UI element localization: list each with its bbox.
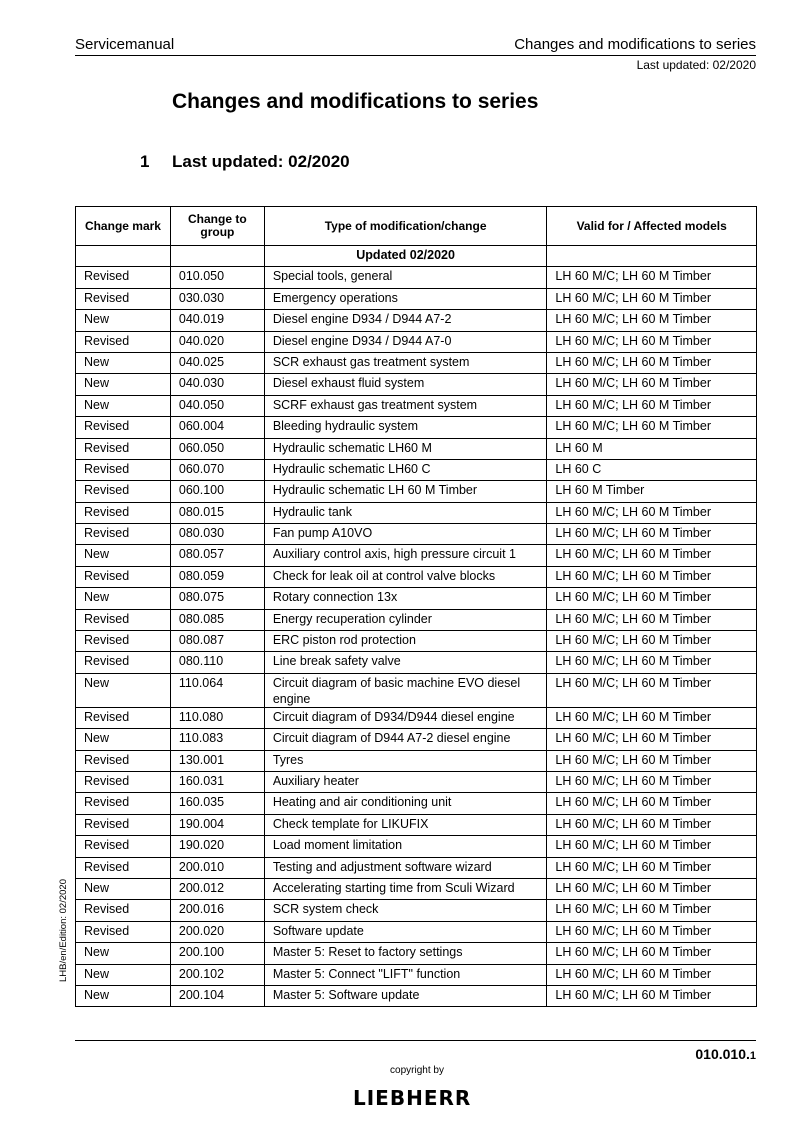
change-mark-cell: Revised — [76, 771, 171, 792]
modification-type-cell: Diesel engine D934 / D944 A7-2 — [264, 310, 547, 331]
change-mark-cell: Revised — [76, 707, 171, 728]
change-mark-cell: Revised — [76, 609, 171, 630]
change-group-cell: 080.057 — [170, 545, 264, 566]
change-group-cell: 200.102 — [170, 964, 264, 985]
change-mark-cell: Revised — [76, 921, 171, 942]
modification-type-cell: Hydraulic schematic LH 60 M Timber — [264, 481, 547, 502]
change-group-cell: 040.030 — [170, 374, 264, 395]
table-row — [76, 438, 757, 459]
table-row — [76, 502, 757, 523]
change-group-cell: 110.080 — [170, 707, 264, 728]
change-mark-cell: Revised — [76, 331, 171, 352]
valid-models-cell: LH 60 M — [547, 438, 757, 459]
change-group-cell: 200.104 — [170, 985, 264, 1006]
modification-type-cell: Line break safety valve — [264, 652, 547, 673]
change-mark-cell: New — [76, 374, 171, 395]
change-mark-cell: Revised — [76, 793, 171, 814]
modification-type-cell: SCR exhaust gas treatment system — [264, 352, 547, 373]
change-group-cell: 080.087 — [170, 631, 264, 652]
valid-models-cell: LH 60 M/C; LH 60 M Timber — [547, 729, 757, 750]
modification-type-cell: Special tools, general — [264, 267, 547, 288]
change-mark-cell: Revised — [76, 750, 171, 771]
change-group-cell: 010.050 — [170, 267, 264, 288]
table-row — [76, 631, 757, 652]
table-row — [76, 310, 757, 331]
change-mark-cell: Revised — [76, 524, 171, 545]
table-row — [76, 900, 757, 921]
table-row — [76, 729, 757, 750]
change-group-cell: 080.059 — [170, 566, 264, 587]
change-mark-cell: New — [76, 588, 171, 609]
modification-type-cell: Accelerating starting time from Sculi Wizard — [264, 878, 547, 899]
table-row — [76, 352, 757, 373]
change-mark-cell: Revised — [76, 459, 171, 480]
change-group-cell: 190.020 — [170, 836, 264, 857]
valid-models-cell: LH 60 M/C; LH 60 M Timber — [547, 878, 757, 899]
change-mark-cell: New — [76, 352, 171, 373]
modification-type-cell: Check for leak oil at control valve blocks — [264, 566, 547, 587]
change-mark-cell: Revised — [76, 267, 171, 288]
change-group-cell: 200.100 — [170, 943, 264, 964]
table-row — [76, 707, 757, 728]
valid-models-cell: LH 60 M/C; LH 60 M Timber — [547, 673, 757, 707]
modification-type-cell: Master 5: Software update — [264, 985, 547, 1006]
valid-models-cell: LH 60 M/C; LH 60 M Timber — [547, 374, 757, 395]
modification-type-cell: Energy recuperation cylinder — [264, 609, 547, 630]
change-mark-cell: New — [76, 673, 171, 707]
header-manual-label: Servicemanual — [75, 36, 175, 53]
change-mark-cell: New — [76, 395, 171, 416]
modification-type-cell: Software update — [264, 921, 547, 942]
table-row — [76, 652, 757, 673]
table-header-row — [76, 207, 757, 246]
change-mark-cell: Revised — [76, 438, 171, 459]
change-group-cell: 200.016 — [170, 900, 264, 921]
table-row — [76, 481, 757, 502]
change-mark-cell: Revised — [76, 836, 171, 857]
modification-type-cell: Tyres — [264, 750, 547, 771]
change-mark-cell: Revised — [76, 631, 171, 652]
header-valid-models: Valid for / Affected models — [547, 207, 757, 246]
empty-cell — [170, 246, 264, 267]
modification-type-cell: SCR system check — [264, 900, 547, 921]
change-group-cell: 060.050 — [170, 438, 264, 459]
table-row — [76, 673, 757, 707]
change-group-cell: 030.030 — [170, 288, 264, 309]
change-mark-cell: Revised — [76, 900, 171, 921]
header-chapter-label: Changes and modifications to series — [514, 36, 756, 53]
modification-type-cell: Master 5: Connect "LIFT" function — [264, 964, 547, 985]
modification-type-cell: Bleeding hydraulic system — [264, 417, 547, 438]
modification-type-cell: Rotary connection 13x — [264, 588, 547, 609]
valid-models-cell: LH 60 M/C; LH 60 M Timber — [547, 310, 757, 331]
change-group-cell: 200.012 — [170, 878, 264, 899]
change-group-cell: 060.100 — [170, 481, 264, 502]
table-row — [76, 331, 757, 352]
table-row — [76, 878, 757, 899]
change-mark-cell: New — [76, 964, 171, 985]
modification-type-cell: Diesel exhaust fluid system — [264, 374, 547, 395]
header-modification-type: Type of modification/change — [264, 207, 547, 246]
valid-models-cell: LH 60 M/C; LH 60 M Timber — [547, 588, 757, 609]
modification-type-cell: Hydraulic tank — [264, 502, 547, 523]
modification-type-cell: ERC piston rod protection — [264, 631, 547, 652]
updated-label: Updated 02/2020 — [264, 246, 547, 267]
change-mark-cell: Revised — [76, 857, 171, 878]
modification-type-cell: Circuit diagram of D944 A7-2 diesel engine — [264, 729, 547, 750]
valid-models-cell: LH 60 M/C; LH 60 M Timber — [547, 857, 757, 878]
changes-table — [75, 206, 757, 1007]
change-group-cell: 110.064 — [170, 673, 264, 707]
valid-models-cell: LH 60 M/C; LH 60 M Timber — [547, 921, 757, 942]
table-row — [76, 750, 757, 771]
page-title: Changes and modifications to series — [172, 90, 539, 113]
modification-type-cell: Load moment limitation — [264, 836, 547, 857]
change-mark-cell: Revised — [76, 814, 171, 835]
table-row — [76, 566, 757, 587]
section-number: 1 — [140, 152, 150, 171]
copyright-text: copyright by — [390, 1065, 444, 1076]
table-row — [76, 921, 757, 942]
modification-type-cell: Circuit diagram of D934/D944 diesel engine — [264, 707, 547, 728]
change-group-cell: 200.010 — [170, 857, 264, 878]
modification-type-cell: Circuit diagram of basic machine EVO diesel engine — [264, 673, 547, 707]
header-change-group: Change to group — [170, 207, 264, 246]
modification-type-cell: Master 5: Reset to factory settings — [264, 943, 547, 964]
table-row — [76, 793, 757, 814]
change-group-cell: 060.004 — [170, 417, 264, 438]
change-group-cell: 130.001 — [170, 750, 264, 771]
valid-models-cell: LH 60 M/C; LH 60 M Timber — [547, 609, 757, 630]
valid-models-cell: LH 60 M/C; LH 60 M Timber — [547, 900, 757, 921]
header-change-mark: Change mark — [76, 207, 171, 246]
valid-models-cell: LH 60 M/C; LH 60 M Timber — [547, 943, 757, 964]
valid-models-cell: LH 60 M/C; LH 60 M Timber — [547, 707, 757, 728]
empty-cell — [76, 246, 171, 267]
valid-models-cell: LH 60 M/C; LH 60 M Timber — [547, 288, 757, 309]
change-mark-cell: Revised — [76, 417, 171, 438]
change-group-cell: 080.030 — [170, 524, 264, 545]
modification-type-cell: Auxiliary control axis, high pressure circuit 1 — [264, 545, 547, 566]
updated-row — [76, 246, 757, 267]
section-title: Last updated: 02/2020 — [172, 152, 350, 171]
change-group-cell: 040.019 — [170, 310, 264, 331]
valid-models-cell: LH 60 M/C; LH 60 M Timber — [547, 750, 757, 771]
valid-models-cell: LH 60 M/C; LH 60 M Timber — [547, 331, 757, 352]
page-number-main: 010.010. — [695, 1046, 750, 1062]
change-group-cell: 080.075 — [170, 588, 264, 609]
valid-models-cell: LH 60 M/C; LH 60 M Timber — [547, 417, 757, 438]
table-row — [76, 964, 757, 985]
modification-type-cell: Heating and air conditioning unit — [264, 793, 547, 814]
table-row — [76, 417, 757, 438]
table-row — [76, 395, 757, 416]
modification-type-cell: Check template for LIKUFIX — [264, 814, 547, 835]
valid-models-cell: LH 60 M/C; LH 60 M Timber — [547, 836, 757, 857]
valid-models-cell: LH 60 M/C; LH 60 M Timber — [547, 793, 757, 814]
change-group-cell: 040.020 — [170, 331, 264, 352]
table-row — [76, 374, 757, 395]
valid-models-cell: LH 60 M Timber — [547, 481, 757, 502]
table-row — [76, 524, 757, 545]
header-last-updated: Last updated: 02/2020 — [636, 58, 756, 72]
valid-models-cell: LH 60 M/C; LH 60 M Timber — [547, 566, 757, 587]
valid-models-cell: LH 60 M/C; LH 60 M Timber — [547, 771, 757, 792]
liebherr-logo: LIEBHERR — [353, 1086, 472, 1110]
modification-type-cell: Emergency operations — [264, 288, 547, 309]
change-group-cell: 190.004 — [170, 814, 264, 835]
table-row — [76, 985, 757, 1006]
valid-models-cell: LH 60 M/C; LH 60 M Timber — [547, 545, 757, 566]
valid-models-cell: LH 60 M/C; LH 60 M Timber — [547, 395, 757, 416]
change-mark-cell: New — [76, 545, 171, 566]
table-row — [76, 814, 757, 835]
page-number-sub: 1 — [749, 1050, 756, 1062]
change-mark-cell: New — [76, 310, 171, 331]
change-group-cell: 110.083 — [170, 729, 264, 750]
change-mark-cell: Revised — [76, 502, 171, 523]
valid-models-cell: LH 60 M/C; LH 60 M Timber — [547, 352, 757, 373]
valid-models-cell: LH 60 M/C; LH 60 M Timber — [547, 267, 757, 288]
footer-divider — [75, 1040, 756, 1041]
header-divider — [75, 55, 756, 56]
change-group-cell: 080.110 — [170, 652, 264, 673]
change-group-cell: 060.070 — [170, 459, 264, 480]
change-mark-cell: New — [76, 985, 171, 1006]
valid-models-cell: LH 60 M/C; LH 60 M Timber — [547, 964, 757, 985]
table-row — [76, 609, 757, 630]
modification-type-cell: Hydraulic schematic LH60 C — [264, 459, 547, 480]
modification-type-cell: SCRF exhaust gas treatment system — [264, 395, 547, 416]
table-row — [76, 545, 757, 566]
table-row — [76, 267, 757, 288]
change-group-cell: 160.031 — [170, 771, 264, 792]
valid-models-cell: LH 60 M/C; LH 60 M Timber — [547, 502, 757, 523]
modification-type-cell: Hydraulic schematic LH60 M — [264, 438, 547, 459]
empty-cell — [547, 246, 757, 267]
table-row — [76, 288, 757, 309]
modification-type-cell: Testing and adjustment software wizard — [264, 857, 547, 878]
modification-type-cell: Fan pump A10VO — [264, 524, 547, 545]
change-group-cell: 040.050 — [170, 395, 264, 416]
change-mark-cell: Revised — [76, 481, 171, 502]
modification-type-cell: Diesel engine D934 / D944 A7-0 — [264, 331, 547, 352]
valid-models-cell: LH 60 M/C; LH 60 M Timber — [547, 985, 757, 1006]
table-row — [76, 459, 757, 480]
valid-models-cell: LH 60 M/C; LH 60 M Timber — [547, 524, 757, 545]
table-row — [76, 943, 757, 964]
change-mark-cell: New — [76, 729, 171, 750]
edition-side-text: LHB/en/Edition: 02/2020 — [58, 879, 69, 982]
table-row — [76, 857, 757, 878]
change-mark-cell: New — [76, 878, 171, 899]
change-group-cell: 160.035 — [170, 793, 264, 814]
table-row — [76, 771, 757, 792]
change-mark-cell: New — [76, 943, 171, 964]
table-row — [76, 836, 757, 857]
page-number — [695, 1046, 756, 1062]
change-group-cell: 040.025 — [170, 352, 264, 373]
table-row — [76, 588, 757, 609]
change-group-cell: 080.085 — [170, 609, 264, 630]
change-group-cell: 080.015 — [170, 502, 264, 523]
change-mark-cell: Revised — [76, 566, 171, 587]
valid-models-cell: LH 60 C — [547, 459, 757, 480]
valid-models-cell: LH 60 M/C; LH 60 M Timber — [547, 631, 757, 652]
change-mark-cell: Revised — [76, 288, 171, 309]
valid-models-cell: LH 60 M/C; LH 60 M Timber — [547, 652, 757, 673]
change-mark-cell: Revised — [76, 652, 171, 673]
modification-type-cell: Auxiliary heater — [264, 771, 547, 792]
change-group-cell: 200.020 — [170, 921, 264, 942]
valid-models-cell: LH 60 M/C; LH 60 M Timber — [547, 814, 757, 835]
